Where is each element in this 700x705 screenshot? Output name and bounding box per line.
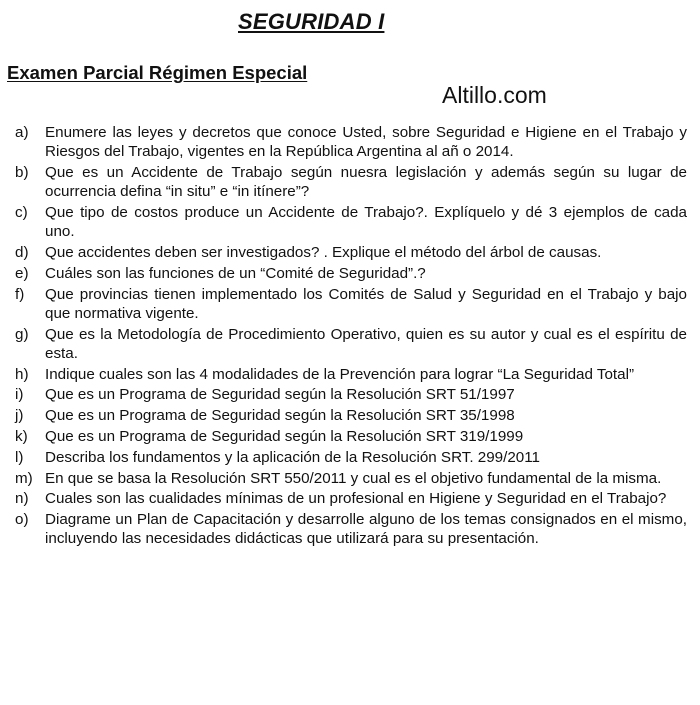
question-text: Describa los fundamentos y la aplicación de la Resolución SRT. 299/2011: [45, 448, 541, 466]
question-item: [15, 510, 687, 548]
question-item: [15, 203, 687, 241]
question-item: [15, 264, 687, 283]
question-text: En que se basa la Resolución SRT 550/2011 y cual es el objetivo fundamental de la misma.: [45, 469, 662, 487]
question-text: Cuáles son las funciones de un “Comité de Seguridad”.?: [45, 264, 426, 282]
question-marker: f): [15, 285, 25, 303]
question-item: [15, 325, 687, 363]
question-item: [15, 243, 687, 262]
question-item: [15, 285, 687, 323]
question-list: [15, 123, 687, 550]
question-marker: o): [15, 511, 29, 529]
question-text: Diagrame un Plan de Capacitación y desarrolle alguno de los temas consignados en el mismo, incluyendo las necesidades didácticas que utilizará para su presentación.: [45, 511, 687, 548]
question-text: Indique cuales son las 4 modalidades de la Prevención para lograr “La Seguridad Total”: [45, 365, 635, 383]
question-marker: e): [15, 264, 29, 282]
question-marker: j): [15, 407, 24, 425]
question-text: Que accidentes deben ser investigados? . Explique el método del árbol de causas.: [45, 244, 602, 261]
question-marker: l): [15, 448, 24, 466]
question-item: [15, 385, 687, 404]
question-item: [15, 163, 687, 201]
question-text: Que es un Programa de Seguridad según la Resolución SRT 35/1998: [45, 407, 515, 425]
question-text: Enumere las leyes y decretos que conoce Usted, sobre Seguridad e Higiene en el Trabajo y Riesgos del Trabajo, vigentes en la República Argentina al añ o 2014.: [45, 124, 687, 161]
question-text: Que es la Metodología de Procedimiento Operativo, quien es su autor y cual es el espíritu de esta.: [45, 325, 687, 362]
question-marker: i): [15, 386, 24, 404]
question-text: Que es un Accidente de Trabajo según nuesra legislación y además según su lugar de ocurrencia defina “in situ” e “in itínere”?: [45, 164, 687, 201]
question-marker: k): [15, 427, 28, 445]
question-text: Que es un Programa de Seguridad según la Resolución SRT 319/1999: [45, 427, 524, 445]
question-marker: n): [15, 490, 29, 508]
question-item: [15, 406, 687, 425]
question-item: [15, 489, 687, 508]
page-title: SEGURIDAD I: [238, 9, 385, 34]
question-text: Que provincias tienen implementado los Comités de Salud y Seguridad en el Trabajo y bajo que normativa vigente.: [45, 285, 687, 322]
question-marker: a): [15, 124, 29, 141]
question-marker: g): [15, 325, 29, 343]
question-marker: d): [15, 244, 29, 261]
question-item: [15, 123, 687, 161]
question-marker: h): [15, 365, 29, 383]
question-item: [15, 427, 687, 446]
question-text: Que tipo de costos produce un Accidente de Trabajo?. Explíquelo y dé 3 ejemplos de cada uno.: [45, 204, 687, 241]
question-text: Que es un Programa de Seguridad según la Resolución SRT 51/1997: [45, 386, 515, 404]
question-marker: c): [15, 204, 28, 221]
question-item: [15, 469, 687, 488]
question-item: [15, 365, 687, 384]
question-marker: m): [15, 469, 33, 487]
watermark: Altillo.com: [442, 82, 547, 108]
question-marker: b): [15, 164, 29, 181]
question-item: [15, 448, 687, 467]
exam-subtitle: Examen Parcial Régimen Especial: [7, 62, 308, 83]
question-text: Cuales son las cualidades mínimas de un profesional en Higiene y Seguridad en el Trabajo?: [45, 490, 667, 508]
